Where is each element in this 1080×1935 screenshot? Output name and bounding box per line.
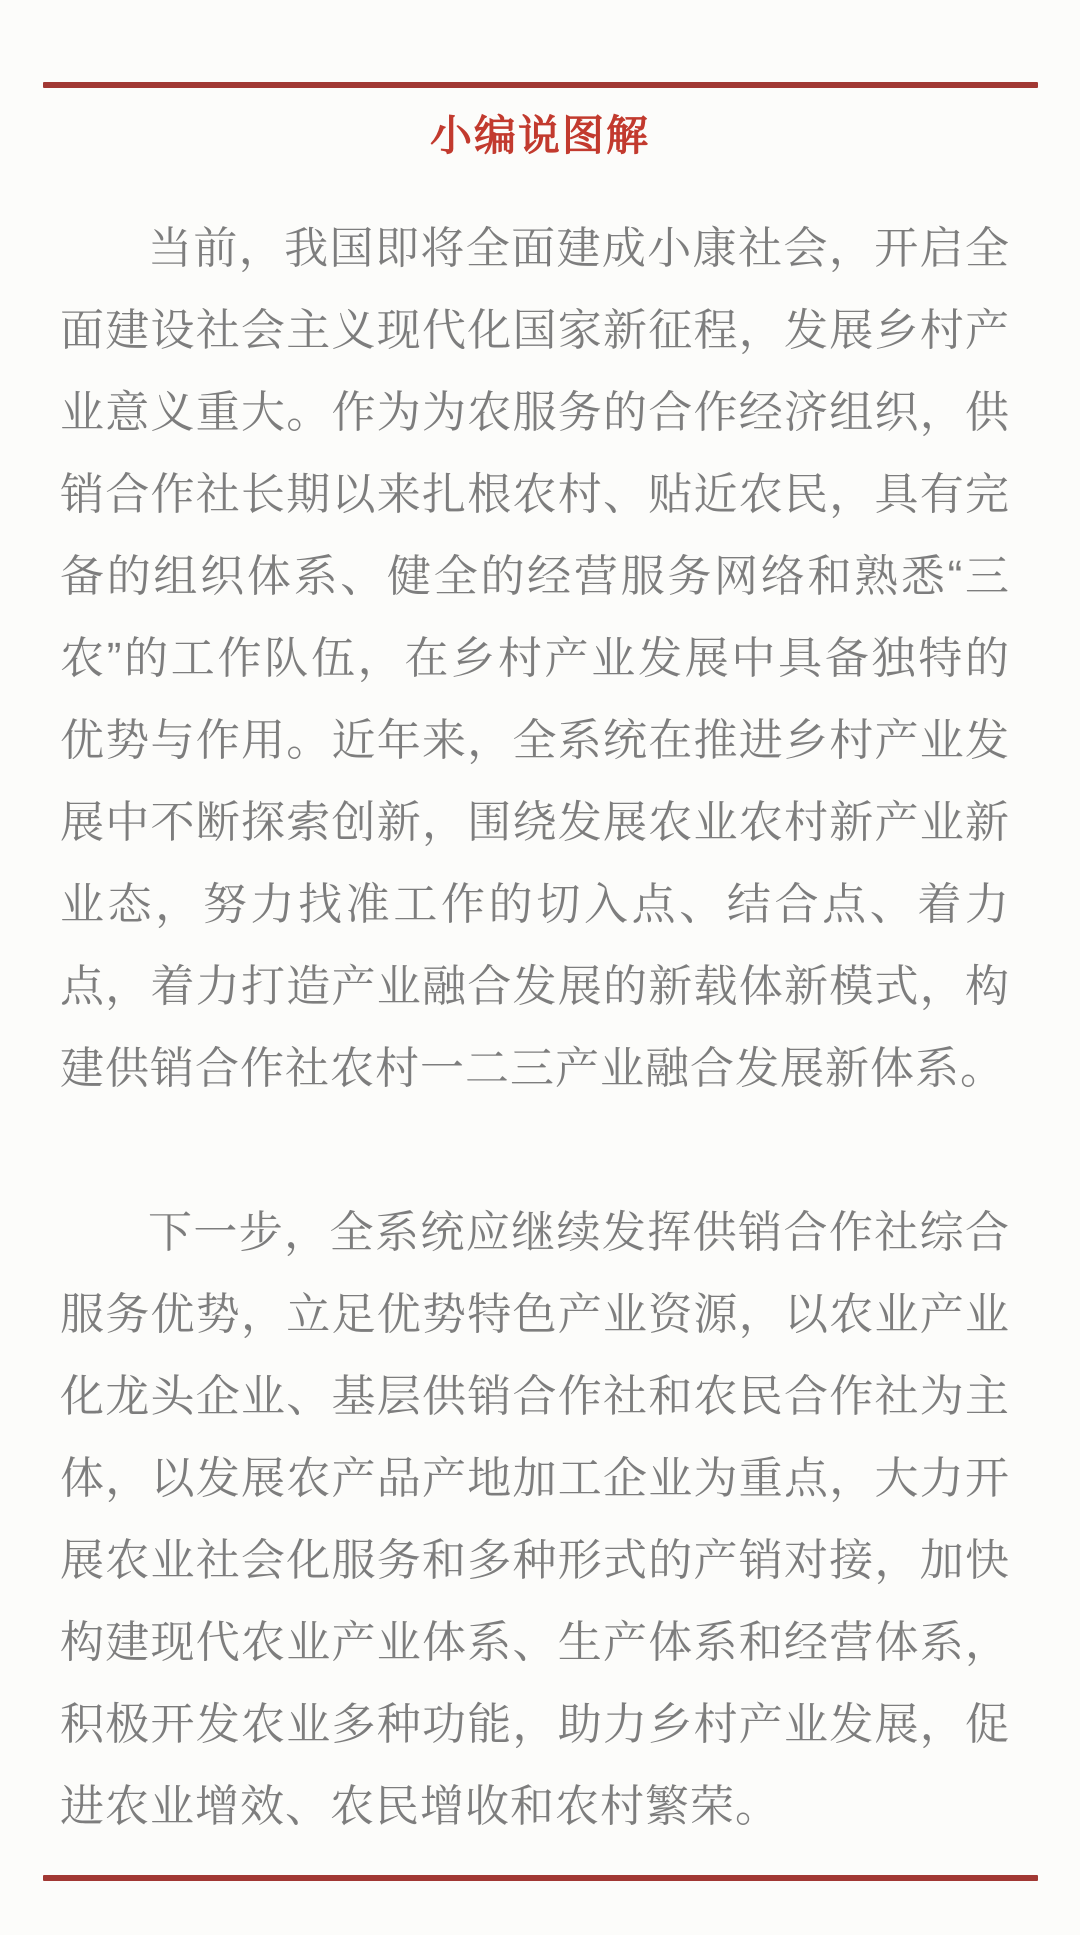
paragraph-1: 当前，我国即将全面建成小康社会，开启全面建设社会主义现代化国家新征程，发展乡村产业意义重大。作为为农服务的合作经济组织，供销合作社长期以来扎根农村、贴近农民，具有完备的组织体系、健全的经营服务网络和熟悉“三农”的工作队伍，在乡村产业发展中具备独特的优势与作用。近年来，全系统在推进乡村产业发展中不断探索创新，围绕发展农业农村新产业新业态，努力找准工作的切入点、结合点、着力点，着力打造产业融合发展的新载体新模式，构建供销合作社农村一二三产业融合发展新体系。	[60, 224, 1010, 1093]
article-body	[60, 208, 1010, 1848]
article-heading: 小编说图解	[429, 112, 650, 159]
top-divider	[43, 82, 1038, 88]
bottom-divider	[43, 1875, 1038, 1881]
paragraph-2: 下一步，全系统应继续发挥供销合作社综合服务优势，立足优势特色产业资源，以农业产业化龙头企业、基层供销合作社和农民合作社为主体，以发展农产品产地加工企业为重点，大力开展农业社会化服务和多种形式的产销对接，加快构建现代农业产业体系、生产体系和经营体系，积极开发农业多种功能，助力乡村产业发展，促进农业增效、农民增收和农村繁荣。	[60, 1208, 1010, 1831]
